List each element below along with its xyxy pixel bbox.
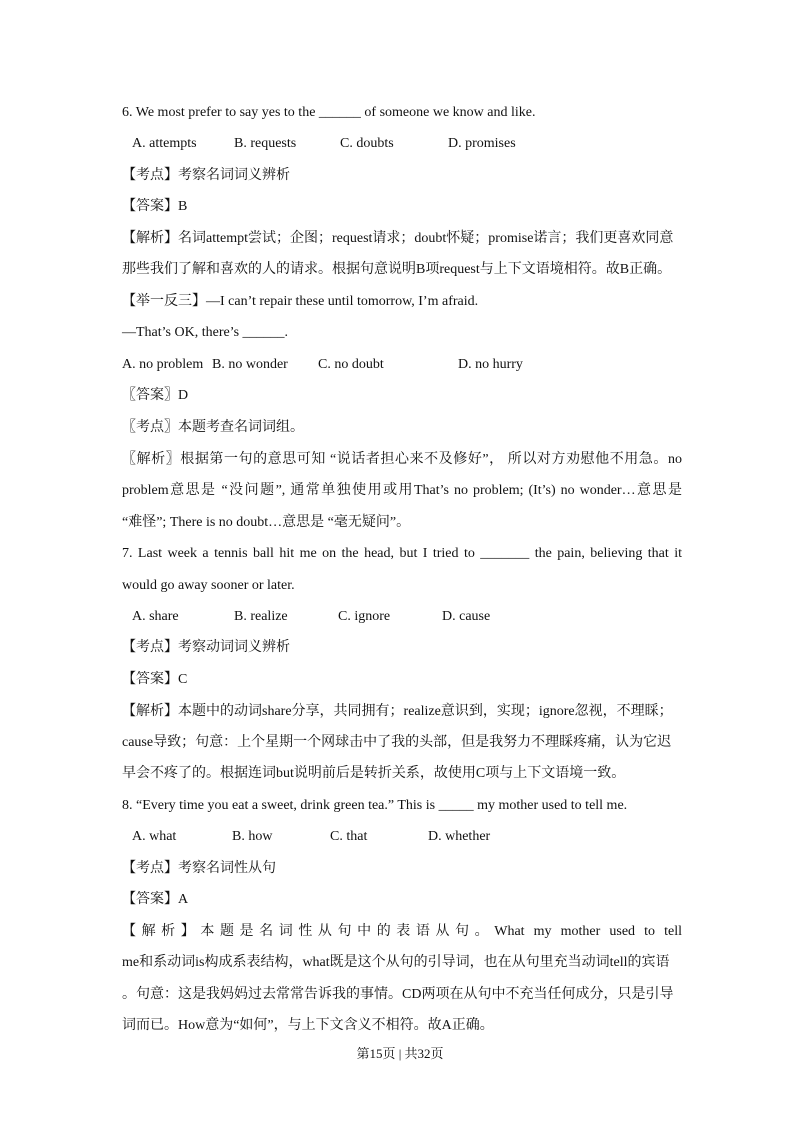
q8-stem: 8. “Every time you eat a sweet, drink green tea.” This is _____ my mother used to tell me. — [122, 798, 628, 813]
q8-option-a: A. what — [132, 829, 177, 844]
q6-option-b: B. requests — [234, 136, 297, 151]
q7-explanation-line-2: cause导致；句意：上个星期一个网球击中了我的头部，但是我努力不理睬疼痛，认为它迟 — [122, 735, 672, 750]
q8-answer: 【答案】A — [122, 892, 189, 907]
example-kaodian: 〖考点〗本题考查名词词组。 — [122, 420, 304, 435]
q6-option-a: A. attempts — [132, 136, 197, 151]
q6-answer: 【答案】B — [122, 199, 188, 214]
q8-option-b: B. how — [232, 829, 273, 844]
q6-explanation-line-1: 【解析】名词attempt尝试；企图；request请求；doubt怀疑；promise诺言；我们更喜欢同意 — [122, 231, 674, 246]
example-option-a: A. no problem — [122, 357, 204, 372]
q7-explanation-line-3: 早会不疼了的。根据连词but说明前后是转折关系，故使用C项与上下文语境一致。 — [122, 766, 626, 781]
example-explanation-line-3: “难怪”; There is no doubt…意思是 “毫无疑问”。 — [122, 515, 411, 530]
example-option-c: C. no doubt — [318, 357, 384, 372]
example-explanation-line-2: problem意思是 “没问题”, 通常单独使用或用That’s no problem; (It’s) no wonder…意思是 — [122, 483, 682, 498]
q8-kaodian: 【考点】考察名词性从句 — [122, 861, 276, 876]
example-explanation-line-1: 〖解析〗根据第一句的意思可知 “说话者担心来不及修好”， 所以对方劝慰他不用急。no — [122, 452, 682, 467]
example-option-b: B. no wonder — [212, 357, 288, 372]
q7-explanation-line-1: 【解析】本题中的动词share分享，共同拥有；realize意识到，实现；ignore忽视，不理睬； — [122, 704, 673, 719]
q7-option-c: C. ignore — [338, 609, 391, 624]
q8-option-d: D. whether — [428, 829, 491, 844]
q6-explanation-line-2: 那些我们了解和喜欢的人的请求。根据句意说明B项request与上下文语境相符。故B正确。 — [122, 262, 672, 277]
q8-explanation-line-1: 【解析】本题是名词性从句中的表语从句。What my mother used to tell — [122, 924, 682, 939]
page-footer: 第15页 | 共32页 — [356, 1046, 444, 1061]
q8-option-c: C. that — [330, 829, 368, 844]
example-stem-line-2: —That’s OK, there’s ______. — [122, 325, 289, 340]
q8-explanation-line-3: 。句意：这是我妈妈过去常常告诉我的事情。CD两项在从句中不充当任何成分，只是引导 — [122, 987, 674, 1002]
q6-kaodian: 【考点】考察名词词义辨析 — [122, 168, 290, 183]
q7-answer: 【答案】C — [122, 672, 188, 687]
q8-explanation-line-2: me和系动词is构成系表结构，what既是这个从句的引导词，也在从句里充当动词tell的宾语 — [122, 955, 670, 970]
q7-kaodian: 【考点】考察动词词义辨析 — [122, 640, 290, 655]
q7-stem-line-1: 7. Last week a tennis ball hit me on the head, but I tried to _______ the pain, believing that it — [122, 546, 682, 561]
q7-option-b: B. realize — [234, 609, 288, 624]
q7-stem-line-2: would go away sooner or later. — [122, 578, 295, 593]
q6-option-d: D. promises — [448, 136, 516, 151]
q8-explanation-line-4: 词而已。How意为“如何”，与上下文含义不相符。故A正确。 — [122, 1018, 494, 1033]
q7-option-d: D. cause — [442, 609, 491, 624]
example-stem-line-1: 【举一反三】—I can’t repair these until tomorrow, I’m afraid. — [122, 294, 479, 309]
example-option-d: D. no hurry — [458, 357, 523, 372]
q7-option-a: A. share — [132, 609, 179, 624]
q6-option-c: C. doubts — [340, 136, 394, 151]
q6-stem: 6. We most prefer to say yes to the ______ of someone we know and like. — [122, 105, 536, 120]
example-answer: 〖答案〗D — [122, 388, 189, 403]
